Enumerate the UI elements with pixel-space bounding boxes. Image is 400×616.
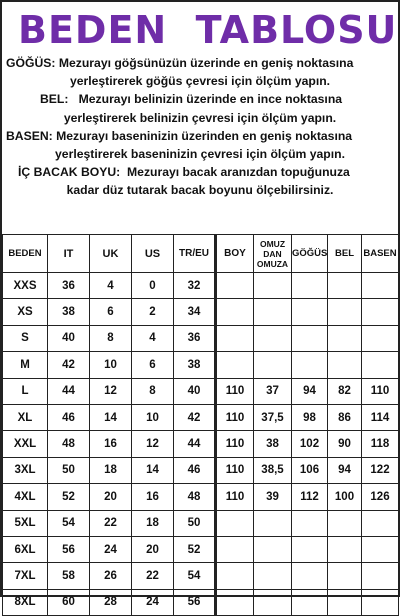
table-row [3, 299, 399, 325]
table-cell: 56 [48, 536, 90, 562]
instruction-chest-1 [0, 54, 400, 72]
table-cell: 110 [362, 378, 399, 404]
instruction-text: yerleştirerek belinizin çevresi için ölçüm yapın. [63, 110, 337, 125]
table-cell [328, 273, 362, 299]
header-basen: BASEN [362, 235, 399, 273]
table-cell: 94 [328, 457, 362, 483]
table-cell [328, 299, 362, 325]
table-cell: 4 [132, 325, 174, 351]
table-cell: 36 [174, 325, 216, 351]
table-cell [328, 536, 362, 562]
size-label-cell: 4XL [3, 484, 48, 510]
table-cell: 46 [174, 457, 216, 483]
table-cell [362, 510, 399, 536]
table-cell: 52 [48, 484, 90, 510]
table-row [3, 536, 399, 562]
header-uk: UK [90, 235, 132, 273]
table-cell [362, 536, 399, 562]
header-it: IT [48, 235, 90, 273]
table-cell: 20 [132, 536, 174, 562]
table-cell: 36 [48, 273, 90, 299]
instruction-hip-1 [0, 127, 400, 145]
instruction-text: Mezurayı göğsünüzün üzerinde en geniş noktasına [55, 56, 354, 70]
table-row [3, 589, 399, 615]
table-row [3, 378, 399, 404]
table-cell [292, 589, 328, 615]
table-cell: 38 [48, 299, 90, 325]
table-cell [292, 273, 328, 299]
table-row [3, 510, 399, 536]
table-cell: 54 [174, 563, 216, 589]
table-row [3, 457, 399, 483]
instruction-waist-1 [0, 90, 400, 108]
table-cell: 2 [132, 299, 174, 325]
table-cell: 44 [48, 378, 90, 404]
table-cell: 22 [132, 563, 174, 589]
table-cell: 38 [254, 431, 292, 457]
table-cell: 4 [90, 273, 132, 299]
table-cell: 110 [216, 484, 254, 510]
size-label-cell: XXS [3, 273, 48, 299]
size-label-cell: XXL [3, 431, 48, 457]
table-cell [362, 299, 399, 325]
table-row [3, 431, 399, 457]
table-cell: 94 [292, 378, 328, 404]
table-cell: 24 [90, 536, 132, 562]
table-cell: 16 [132, 484, 174, 510]
table-cell: 54 [48, 510, 90, 536]
table-cell: 50 [48, 457, 90, 483]
table-cell: 114 [362, 404, 399, 430]
size-label-cell: 8XL [3, 589, 48, 615]
table-cell: 8 [90, 325, 132, 351]
table-cell: 40 [48, 325, 90, 351]
table-cell [292, 325, 328, 351]
table-cell [362, 352, 399, 378]
header-boy: BOY [216, 235, 254, 273]
table-cell [292, 510, 328, 536]
instruction-label: BASEN: [6, 128, 53, 143]
page-title: BEDEN TABLOSU [18, 8, 398, 52]
table-cell: 82 [328, 378, 362, 404]
instruction-inseam-2 [0, 181, 400, 199]
table-cell [254, 510, 292, 536]
size-label-cell: 5XL [3, 510, 48, 536]
table-cell: 40 [174, 378, 216, 404]
table-cell [216, 510, 254, 536]
table-cell [328, 510, 362, 536]
table-cell [254, 273, 292, 299]
table-cell: 12 [90, 378, 132, 404]
table-cell: 8 [132, 378, 174, 404]
table-row [3, 484, 399, 510]
table-cell [292, 299, 328, 325]
table-cell: 122 [362, 457, 399, 483]
instruction-label: İÇ BACAK BOYU: [18, 165, 121, 180]
table-cell [254, 589, 292, 615]
table-cell [216, 352, 254, 378]
table-cell: 24 [132, 589, 174, 615]
table-cell: 22 [90, 510, 132, 536]
table-cell [254, 299, 292, 325]
size-label-cell: S [3, 325, 48, 351]
table-cell [328, 563, 362, 589]
size-label-cell: 7XL [3, 563, 48, 589]
header-gogus: GÖĞÜS [292, 235, 328, 273]
table-row [3, 563, 399, 589]
table-cell: 90 [328, 431, 362, 457]
size-table [2, 234, 399, 616]
table-cell [216, 589, 254, 615]
table-cell: 16 [90, 431, 132, 457]
table-cell: 39 [254, 484, 292, 510]
size-label-cell: M [3, 352, 48, 378]
table-cell: 34 [174, 299, 216, 325]
table-row [3, 273, 399, 299]
instruction-text: Mezurayı baseninizin üzerinden en geniş noktasına [52, 128, 353, 143]
table-cell: 44 [174, 431, 216, 457]
table-cell: 110 [216, 378, 254, 404]
table-cell: 98 [292, 404, 328, 430]
table-cell: 18 [90, 457, 132, 483]
table-cell [216, 563, 254, 589]
table-cell: 48 [48, 431, 90, 457]
table-cell: 20 [90, 484, 132, 510]
table-cell: 60 [48, 589, 90, 615]
table-cell [328, 352, 362, 378]
instruction-label: GÖĞÜS: [6, 56, 56, 70]
table-cell: 12 [132, 431, 174, 457]
table-cell: 0 [132, 273, 174, 299]
table-cell: 110 [216, 404, 254, 430]
table-cell: 50 [174, 510, 216, 536]
instruction-text: Mezurayı bacak aranızdan topuğunuza [120, 165, 350, 180]
table-cell [362, 325, 399, 351]
table-cell: 6 [132, 352, 174, 378]
table-cell [254, 325, 292, 351]
table-header-row [3, 235, 399, 273]
table-cell [216, 325, 254, 351]
instruction-inseam-1 [0, 163, 400, 181]
instruction-hip-2 [0, 145, 400, 163]
table-cell [254, 563, 292, 589]
table-cell: 58 [48, 563, 90, 589]
table-cell [254, 352, 292, 378]
instruction-text: yerleştirerek baseninizin çevresi için ölçüm yapın. [55, 147, 345, 162]
table-cell: 32 [174, 273, 216, 299]
table-cell: 38 [174, 352, 216, 378]
table-cell: 102 [292, 431, 328, 457]
table-row [3, 404, 399, 430]
size-label-cell: XL [3, 404, 48, 430]
table-cell: 110 [216, 457, 254, 483]
table-cell: 56 [174, 589, 216, 615]
header-omuz-dan-omuza: OMUZ DAN OMUZA [254, 235, 292, 273]
table-cell: 38,5 [254, 457, 292, 483]
table-cell: 52 [174, 536, 216, 562]
table-cell: 126 [362, 484, 399, 510]
table-cell [292, 352, 328, 378]
size-label-cell: 3XL [3, 457, 48, 483]
instruction-text: kadar düz tutarak bacak boyunu ölçebilirsiniz. [66, 183, 334, 198]
table-row [3, 325, 399, 351]
table-cell [362, 273, 399, 299]
instruction-text: Mezurayı belinizin üzerinde en ince noktasına [68, 92, 343, 107]
table-cell: 42 [48, 352, 90, 378]
table-cell: 110 [216, 431, 254, 457]
table-cell [254, 536, 292, 562]
header-bel: BEL [328, 235, 362, 273]
header-tr-eu: TR/EU [174, 235, 216, 273]
table-cell [292, 536, 328, 562]
instruction-waist-2 [0, 109, 400, 127]
table-cell: 106 [292, 457, 328, 483]
table-cell: 112 [292, 484, 328, 510]
table-cell: 86 [328, 404, 362, 430]
measurement-instructions [0, 54, 400, 200]
table-cell [362, 589, 399, 615]
table-cell: 14 [90, 404, 132, 430]
table-cell [216, 536, 254, 562]
table-cell: 48 [174, 484, 216, 510]
table-cell: 37 [254, 378, 292, 404]
header-us: US [132, 235, 174, 273]
table-cell [362, 563, 399, 589]
table-cell: 42 [174, 404, 216, 430]
table-cell: 26 [90, 563, 132, 589]
size-label-cell: L [3, 378, 48, 404]
table-row [3, 352, 399, 378]
instruction-text: yerleştirerek göğüs çevresi için ölçüm yapın. [69, 74, 331, 89]
header-beden: BEDEN [3, 235, 48, 273]
table-cell: 100 [328, 484, 362, 510]
table-cell: 46 [48, 404, 90, 430]
table-cell [328, 589, 362, 615]
size-label-cell: 6XL [3, 536, 48, 562]
table-cell: 14 [132, 457, 174, 483]
table-cell: 37,5 [254, 404, 292, 430]
table-cell: 10 [132, 404, 174, 430]
table-cell: 118 [362, 431, 399, 457]
instruction-chest-2 [0, 72, 400, 90]
instruction-label: BEL: [40, 92, 69, 107]
table-cell [328, 325, 362, 351]
table-cell [216, 273, 254, 299]
table-cell: 28 [90, 589, 132, 615]
size-label-cell: XS [3, 299, 48, 325]
table-cell [292, 563, 328, 589]
table-cell: 18 [132, 510, 174, 536]
table-cell: 6 [90, 299, 132, 325]
table-cell [216, 299, 254, 325]
table-cell: 10 [90, 352, 132, 378]
